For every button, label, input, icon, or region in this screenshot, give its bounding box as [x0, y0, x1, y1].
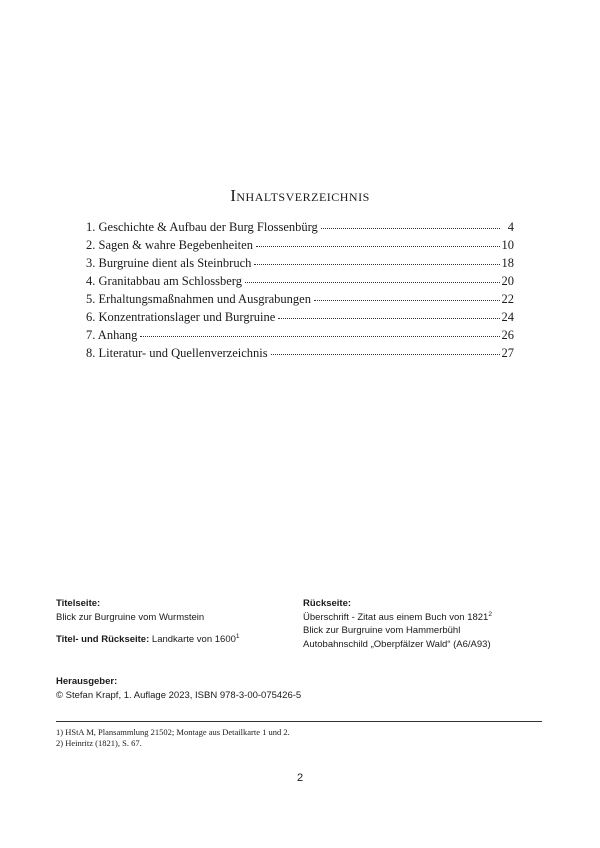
- back-cover-line-2: Blick zur Burgruine vom Hammerbühl: [303, 625, 461, 636]
- toc-entry-text: 5. Erhaltungsmaßnahmen und Ausgrabungen: [86, 292, 311, 306]
- toc-entry[interactable]: [86, 328, 514, 346]
- front-cover-label: Titelseite:: [56, 598, 101, 609]
- toc-entry-text: 8. Literatur- und Quellenverzeichnis: [86, 346, 268, 360]
- publisher-info: [56, 675, 456, 702]
- toc-entry-text: 4. Granitabbau am Schlossberg: [86, 274, 242, 288]
- toc-leader-dots: [278, 318, 499, 319]
- toc-entry-page: 18: [501, 256, 514, 270]
- back-cover-credits: [303, 597, 553, 651]
- footnote-2: 2) Heinritz (1821), S. 67.: [56, 738, 142, 748]
- both-covers-credits: [56, 633, 296, 647]
- back-cover-line-1: Überschrift - Zitat aus einem Buch von 1821: [303, 611, 489, 623]
- toc-entry[interactable]: [86, 346, 514, 364]
- footnote-ref-1[interactable]: 1: [235, 632, 240, 640]
- toc-leader-dots: [321, 228, 500, 229]
- footnote-divider: [56, 721, 542, 722]
- toc-entry-page: 24: [501, 310, 514, 324]
- toc-entry[interactable]: [86, 292, 514, 310]
- toc-entry-page: 10: [501, 238, 514, 252]
- toc-entry-page: 4: [507, 220, 514, 234]
- toc-entry-text: 7. Anhang: [86, 328, 138, 342]
- toc-entry-page: 22: [501, 292, 514, 306]
- toc-entry[interactable]: [86, 310, 514, 328]
- toc-leader-dots: [245, 282, 500, 283]
- toc-leader-dots: [271, 354, 500, 355]
- toc-entry-text: 1. Geschichte & Aufbau der Burg Flossenbürg: [86, 220, 318, 234]
- front-cover-text: Blick zur Burgruine vom Wurmstein: [56, 611, 205, 623]
- toc-entry-page: 20: [501, 274, 514, 288]
- toc-leader-dots: [314, 300, 500, 301]
- toc-entry[interactable]: [86, 274, 514, 292]
- toc-title: Inhaltsverzeichnis: [230, 186, 370, 205]
- back-cover-line-3: Autobahnschild „Oberpfälzer Wald“ (A6/A93): [303, 638, 491, 650]
- toc-leader-dots: [254, 264, 499, 265]
- toc-list: [86, 220, 514, 364]
- publisher-label: Herausgeber:: [56, 676, 118, 687]
- page-number: 2: [296, 772, 304, 784]
- front-cover-credits: [56, 597, 286, 624]
- publisher-text: © Stefan Krapf, 1. Auflage 2023, ISBN 978-3-00-075426-5: [56, 689, 302, 701]
- both-covers-text: Landkarte von 1600: [151, 634, 236, 645]
- toc-leader-dots: [140, 336, 499, 337]
- footnote-ref-2[interactable]: 2: [488, 610, 492, 618]
- footnote-1: 1) HStA M, Plansammlung 21502; Montage aus Detailkarte 1 und 2.: [56, 727, 290, 737]
- toc-leader-dots: [256, 246, 500, 247]
- toc-entry[interactable]: [86, 256, 514, 274]
- toc-entry[interactable]: [86, 220, 514, 238]
- footnotes: [56, 727, 290, 749]
- toc-entry-text: 6. Konzentrationslager und Burgruine: [86, 310, 276, 324]
- toc-entry[interactable]: [86, 238, 514, 256]
- toc-entry-page: 27: [501, 346, 514, 360]
- toc-entry-page: 26: [501, 328, 514, 342]
- toc-entry-text: 2. Sagen & wahre Begebenheiten: [86, 238, 253, 252]
- toc-entry-text: 3. Burgruine dient als Steinbruch: [86, 256, 252, 270]
- both-covers-label: Titel- und Rückseite:: [56, 634, 150, 645]
- back-cover-label: Rückseite:: [303, 598, 352, 609]
